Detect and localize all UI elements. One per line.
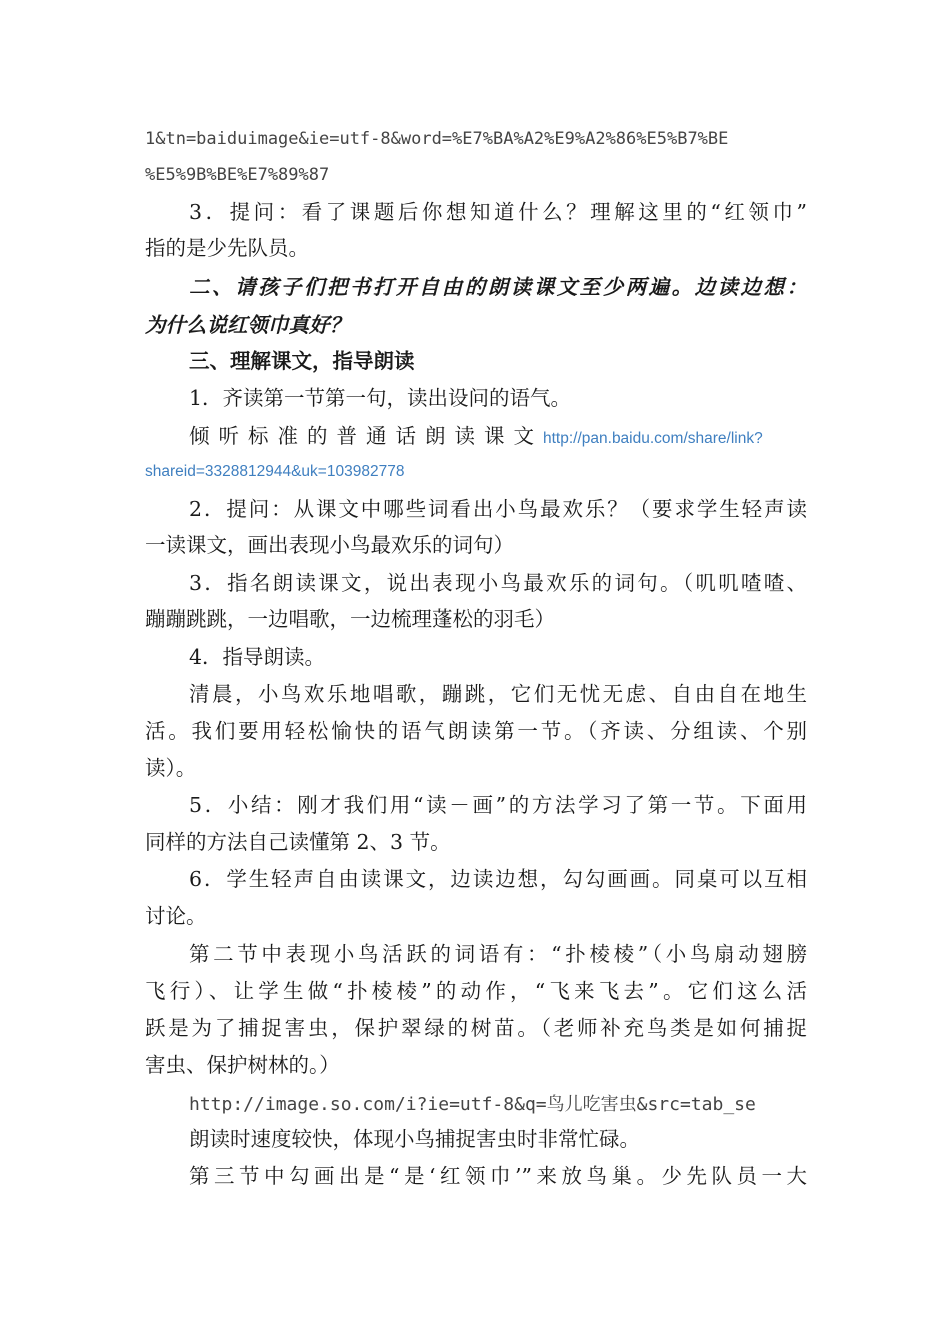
paragraph-line: 读）。 xyxy=(145,756,197,780)
question-line-1: 3．提问：看了课题后你想知道什么？理解这里的“红领巾” xyxy=(189,200,807,224)
paragraph-line: 讨论。 xyxy=(145,904,207,928)
paragraph-line: 活。我们要用轻松愉快的语气朗读第一节。（齐读、分组读、个别 xyxy=(145,719,807,743)
paragraph-line: 清晨，小鸟欢乐地唱歌，蹦跳，它们无忧无虑、自由自在地生 xyxy=(189,682,807,706)
section-two-heading-2: 为什么说红领巾真好？ xyxy=(145,313,350,337)
paragraph-line: 飞行）、让学生做“扑棱棱”的动作，“飞来飞去”。它们这么活 xyxy=(145,979,807,1003)
paragraph-line: 3．指名朗读课文，说出表现小鸟最欢乐的词句。（叽叽喳喳、 xyxy=(189,571,807,595)
paragraph-line: 6．学生轻声自由读课文，边读边想，勾勾画画。同桌可以互相 xyxy=(189,867,807,891)
paragraph-line: 跃是为了捕捉害虫，保护翠绿的树苗。（老师补充鸟类是如何捕捉 xyxy=(145,1016,807,1040)
url-line-2: %E5%9B%BE%E7%89%87 xyxy=(145,165,330,185)
listen-line xyxy=(189,424,807,451)
paragraph-line: 1．齐读第一节第一句，读出设问的语气。 xyxy=(189,386,572,410)
paragraph-line: 蹦蹦跳跳，一边唱歌，一边梳理蓬松的羽毛） xyxy=(145,607,555,631)
paragraph-line: 5．小结：刚才我们用“读－画”的方法学习了第一节。下面用 xyxy=(189,793,807,817)
paragraph-line: 一读课文，画出表现小鸟最欢乐的词句） xyxy=(145,533,514,557)
baidu-pan-link-cont[interactable]: shareid=3328812944&uk=103982778 xyxy=(145,463,405,480)
listen-text: 倾听标准的普通话朗读课文 xyxy=(189,424,543,448)
paragraph-line: 第二节中表现小鸟活跃的词语有：“扑棱棱”（小鸟扇动翅膀 xyxy=(189,942,807,966)
paragraph-line: 害虫、保护树林的。） xyxy=(145,1053,340,1077)
paragraph-line: 朗读时速度较快，体现小鸟捕捉害虫时非常忙碌。 xyxy=(189,1127,640,1151)
paragraph-line: 同样的方法自己读懂第 2、3 节。 xyxy=(145,830,451,854)
paragraph-line: 第三节中勾画出是“是‘红领巾’”来放鸟巢。少先队员一大 xyxy=(189,1164,807,1188)
question-line-2: 指的是少先队员。 xyxy=(145,236,309,260)
url-line-1: 1&tn=baiduimage&ie=utf-8&word=%E7%BA%A2%E9%A2%86%E5%B7%BE xyxy=(145,129,729,149)
paragraph-line: 2．提问：从课文中哪些词看出小鸟最欢乐？（要求学生轻声读 xyxy=(189,497,807,521)
baidu-pan-link[interactable]: http://pan.baidu.com/share/link? xyxy=(543,430,763,447)
section-two-heading-1: 二、请孩子们把书打开自由的朗读课文至少两遍。边读边想： xyxy=(189,275,807,299)
image-so-url[interactable]: http://image.so.com/i?ie=utf-8&q=鸟儿吃害虫&src=tab_se xyxy=(189,1094,756,1115)
section-three-heading: 三、理解课文，指导朗读 xyxy=(189,349,415,373)
paragraph-line: 4．指导朗读。 xyxy=(189,645,326,669)
